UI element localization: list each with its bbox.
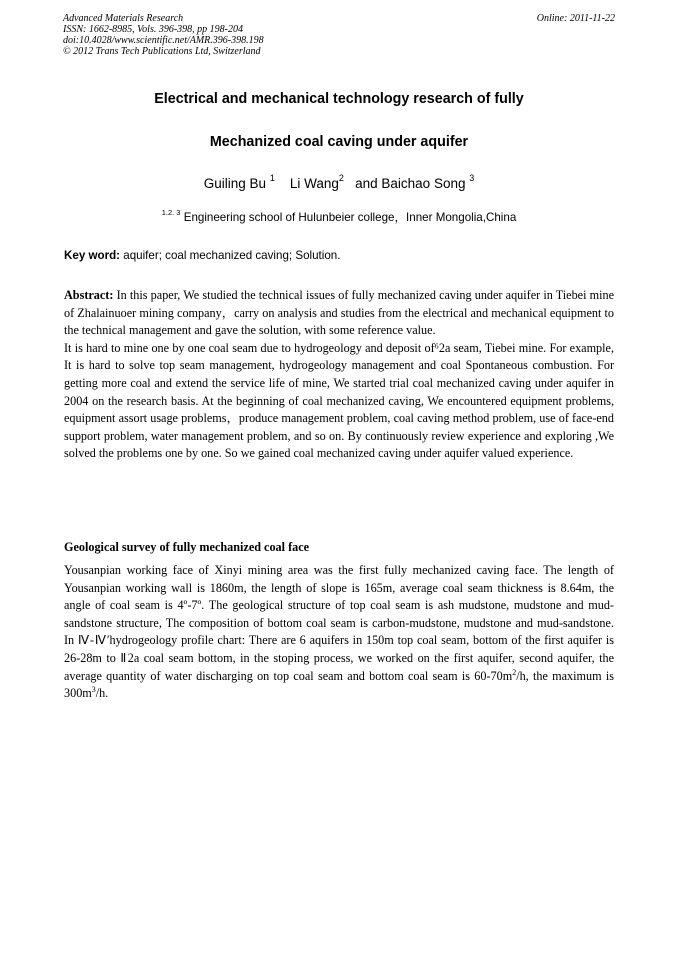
author-2: Li Wang [274, 176, 339, 191]
author-2-sup: 2 [338, 173, 344, 183]
page-header [63, 13, 615, 57]
section-text-start: Yousanpian working face of Xinyi mining area was the first fully mechanized caving face. The length of Yousanpian working wall is 1860m, the length of slope is 165m, average coal seam thickness is 8.64m, the angle of coal seam is 4º-7º. The geological structure of top coal seam is ash mudstone, mudstone and mud-sandstone structure, The composition of bottom coal seam is carbon-mudstone, mudstone and mud-sandstone. In Ⅳ-Ⅳ′hydrogeology profile chart: There are 6 aquifers in 150m top coal seam, bottom of the first aquifer is 26-28m to Ⅱ2a coal seam bottom, in the stoping process, we worked on the first aquifer, second aquifer, the average quantity of water discharging on top coal seam and bottom coal seam is 60-70m [64, 563, 614, 683]
abstract-paragraph-2: It is hard to mine one by one coal seam due to hydrogeology and deposit of⁶2a seam, Tiebei mine. For example, It is hard to solve top seam management, hydrogeology management and coal Spontaneous combustion. For getting more coal and extend the service life of mine, We started trial coal mechanized caving under aquifer in 2004 on the research basis. At the beginning of coal mechanized caving, We encountered equipment problems, equipment assort usage problems，produce management problem, coal caving method problem, use of face-end support problem, water management problem, and so on. By continuously review experience and exploring ,We solved the problems one by one. So we gained coal mechanized caving under aquifer valued experience. [64, 340, 614, 461]
online-date: Online: 2011-11-22 [536, 13, 615, 24]
keyword-text: aquifer; coal mechanized caving; Solution. [120, 249, 341, 262]
author-list [0, 173, 678, 191]
journal-name: Advanced Materials Research [63, 13, 184, 24]
copyright-line: © 2012 Trans Tech Publications Ltd, Switzerland [63, 46, 261, 57]
section-sup-1: 2 [512, 667, 517, 677]
abstract-p1-text: In this paper, We studied the technical issues of fully mechanized caving under aquifer in Tiebei mine of Zhalainuoer mining company，carry on analysis and studies from the electrical and mechanical equipment to the technical management and gave the solution, with some reference value. [64, 288, 614, 338]
affiliation [0, 208, 678, 225]
issn-line: ISSN: 1662-8985, Vols. 396-398, pp 198-204 [63, 24, 243, 35]
section-sup-2: 3 [91, 685, 96, 695]
abstract-label: Abstract: [64, 288, 114, 302]
section-paragraph [64, 562, 614, 703]
abstract-paragraph-1 [64, 287, 614, 340]
author-1-sup: 1 [269, 173, 275, 183]
section-text-mid: /h, the maximum is 300m [64, 668, 614, 701]
doi-line: doi:10.4028/www.scientific.net/AMR.396-398.198 [63, 35, 264, 46]
abstract [64, 287, 614, 463]
section-text-end: /h. [95, 686, 109, 701]
paper-title-line2: Mechanized coal caving under aquifer [209, 134, 469, 150]
keywords [64, 249, 340, 262]
author-1: Guiling Bu [203, 176, 270, 191]
keyword-label: Key word: [64, 249, 121, 262]
author-3-sup: 3 [469, 173, 475, 183]
author-3: and Baichao Song [343, 176, 470, 191]
paper-title-line1: Electrical and mechanical technology research of fully [154, 91, 524, 107]
section-body [64, 562, 614, 703]
affiliation-sup: 1.2. 3 [161, 208, 181, 217]
section-heading: Geological survey of fully mechanized coal face [64, 540, 310, 554]
affiliation-text: Engineering school of Hulunbeier college，Inner Mongolia,China [180, 211, 517, 224]
